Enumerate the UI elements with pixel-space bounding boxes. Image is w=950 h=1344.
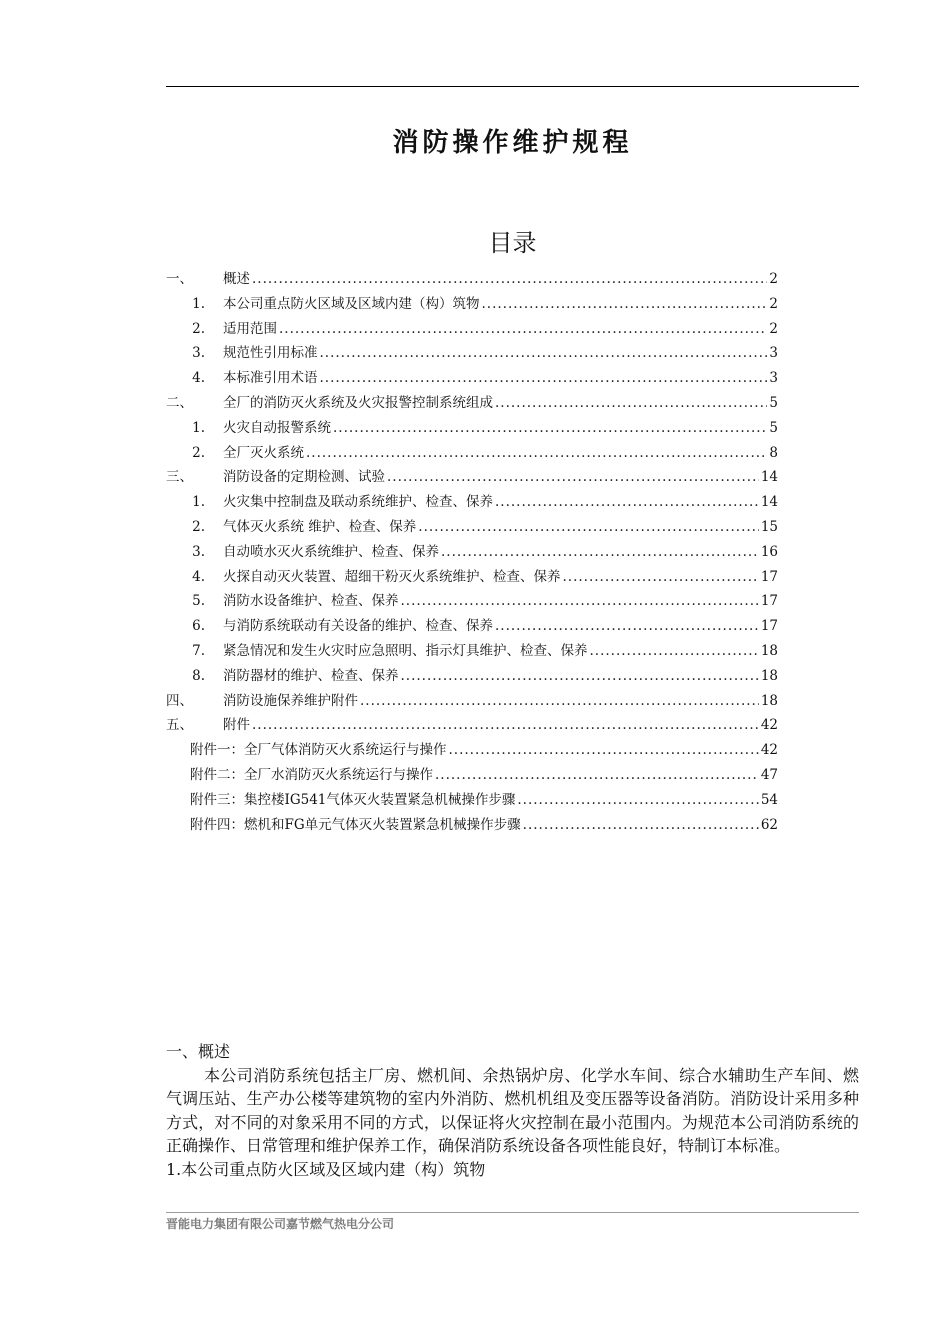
header-rule bbox=[166, 86, 859, 87]
toc-entry[interactable] bbox=[166, 540, 778, 565]
toc-entry[interactable] bbox=[166, 317, 778, 342]
body-section bbox=[166, 1040, 859, 1181]
toc-dot-leader bbox=[521, 813, 759, 838]
toc-dot-leader bbox=[561, 565, 759, 590]
toc-entry-page: 2 bbox=[769, 271, 778, 287]
overview-paragraph: 本公司消防系统包括主厂房、燃机间、余热锅炉房、化学水车间、综合水辅助生产车间、燃气调压站、生产办公楼等建筑物的室内外消防、燃机机组及变压器等设备消防。消防设计采用多种方式，对不同的对象采用不同的方式，以保证将火灾控制在最小范围内。为规范本公司消防系统的正确操作、日常管理和维护保养工作，确保消防系统设备各项性能良好，特制订本标准。 bbox=[166, 1065, 859, 1155]
toc-dot-leader bbox=[277, 317, 767, 342]
toc-entry-page: 14 bbox=[760, 494, 778, 511]
toc-entry-line bbox=[223, 589, 778, 614]
toc-entry-line bbox=[223, 565, 778, 590]
toc-entry[interactable] bbox=[166, 614, 778, 639]
toc-entry-line bbox=[190, 763, 778, 788]
toc-entry-page: 62 bbox=[760, 816, 778, 833]
toc-dot-leader bbox=[493, 391, 767, 416]
toc-entry[interactable] bbox=[166, 689, 778, 714]
toc-entry-number: 2. bbox=[192, 444, 205, 461]
toc-entry-page: 18 bbox=[760, 692, 778, 709]
toc-entry-title: 附件二：全厂水消防灭火系统运行与操作 bbox=[190, 766, 433, 783]
toc-entry-page: 2 bbox=[769, 295, 778, 312]
toc-entry-page: 3 bbox=[769, 345, 778, 362]
toc-entry[interactable] bbox=[166, 565, 778, 590]
toc-entry-number: 6. bbox=[192, 618, 205, 635]
toc-dot-leader bbox=[439, 540, 759, 565]
toc-entry-page: 15 bbox=[760, 518, 778, 535]
toc-dot-leader bbox=[399, 589, 759, 614]
toc-entry-line bbox=[223, 465, 778, 490]
toc-dot-leader bbox=[416, 515, 759, 540]
toc-dot-leader bbox=[358, 689, 759, 714]
toc-entry-number: 四、 bbox=[166, 692, 193, 709]
toc-entry-line bbox=[190, 813, 778, 838]
toc-dot-leader bbox=[318, 366, 768, 391]
toc-entry-title: 本公司重点防火区域及区域内建（构）筑物 bbox=[223, 295, 480, 312]
toc-entry-title: 消防设施保养维护附件 bbox=[223, 692, 358, 709]
subsection-heading: 1.本公司重点防火区域及区域内建（构）筑物 bbox=[166, 1159, 486, 1179]
toc-entry-line bbox=[190, 788, 778, 813]
toc-entry[interactable] bbox=[166, 267, 778, 292]
toc-entry-number: 一、 bbox=[166, 271, 193, 287]
document-title: 消防操作维护规程 bbox=[392, 128, 633, 158]
toc-dot-leader bbox=[480, 292, 768, 317]
toc-entry-page: 54 bbox=[760, 791, 778, 808]
toc-entry-number: 2. bbox=[192, 518, 205, 535]
toc-entry-page: 5 bbox=[769, 419, 778, 436]
toc-dot-leader bbox=[515, 788, 758, 813]
toc-entry-number: 1. bbox=[192, 494, 205, 511]
toc-dot-leader bbox=[399, 664, 759, 689]
toc-entry-line bbox=[223, 441, 778, 466]
toc-dot-leader bbox=[447, 738, 759, 763]
toc-entry-title: 附件 bbox=[223, 717, 250, 734]
toc-entry-number: 8. bbox=[192, 667, 205, 684]
toc-entry[interactable] bbox=[166, 639, 778, 664]
toc-dot-leader bbox=[250, 267, 767, 292]
toc-entry[interactable] bbox=[166, 366, 778, 391]
toc-entry-title: 本标准引用术语 bbox=[223, 370, 318, 387]
toc-dot-leader bbox=[433, 763, 759, 788]
toc-entry-page: 14 bbox=[760, 469, 778, 486]
toc-entry-title: 规范性引用标准 bbox=[223, 345, 318, 362]
section-heading: 一、概述 bbox=[166, 1042, 231, 1061]
footer-rule bbox=[166, 1212, 859, 1213]
toc-entry[interactable] bbox=[166, 738, 778, 763]
toc-entry-number: 1. bbox=[192, 419, 205, 436]
toc-entry-line bbox=[223, 292, 778, 317]
toc-entry-line bbox=[190, 738, 778, 763]
toc-entry[interactable] bbox=[166, 763, 778, 788]
toc-entry-title: 概述 bbox=[223, 271, 250, 287]
toc-entry-title: 附件三：集控楼IG541气体灭火装置紧急机械操作步骤 bbox=[190, 791, 516, 808]
toc-entry-line bbox=[223, 267, 778, 292]
table-of-contents bbox=[166, 267, 778, 837]
toc-entry-title: 全厂的消防灭火系统及火灾报警控制系统组成 bbox=[223, 394, 493, 411]
toc-entry-title: 紧急情况和发生火灾时应急照明、指示灯具维护、检查、保养 bbox=[223, 642, 588, 659]
toc-entry-line bbox=[223, 664, 778, 689]
toc-entry-page: 2 bbox=[769, 320, 778, 337]
toc-entry-line bbox=[223, 639, 778, 664]
toc-entry-title: 附件一：全厂气体消防灭火系统运行与操作 bbox=[190, 742, 447, 759]
toc-entry-page: 17 bbox=[760, 618, 778, 635]
toc-entry-title: 火探自动灭火装置、超细干粉灭火系统维护、检查、保养 bbox=[223, 568, 561, 585]
toc-entry-title: 适用范围 bbox=[223, 320, 277, 337]
toc-dot-leader bbox=[588, 639, 759, 664]
toc-entry-page: 18 bbox=[760, 642, 778, 659]
toc-entry-number: 3. bbox=[192, 543, 205, 560]
toc-entry-line bbox=[223, 689, 778, 714]
toc-entry-page: 8 bbox=[769, 444, 778, 461]
toc-entry-line bbox=[223, 341, 778, 366]
toc-entry-title: 火灾自动报警系统 bbox=[223, 419, 331, 436]
toc-entry-line bbox=[223, 614, 778, 639]
toc-entry[interactable] bbox=[166, 341, 778, 366]
toc-entry-page: 17 bbox=[760, 568, 778, 585]
toc-entry-number: 4. bbox=[192, 568, 205, 585]
toc-entry[interactable] bbox=[166, 465, 778, 490]
toc-entry-line bbox=[223, 416, 778, 441]
toc-dot-leader bbox=[304, 441, 767, 466]
toc-dot-leader bbox=[493, 614, 759, 639]
toc-entry-title: 气体灭火系统 维护、检查、保养 bbox=[223, 518, 417, 535]
toc-entry[interactable] bbox=[166, 813, 778, 838]
toc-entry-title: 消防水设备维护、检查、保养 bbox=[223, 593, 399, 610]
toc-entry-page: 5 bbox=[769, 394, 778, 411]
toc-entry-number: 3. bbox=[192, 345, 205, 362]
toc-dot-leader bbox=[331, 416, 767, 441]
toc-entry[interactable] bbox=[166, 589, 778, 614]
toc-entry-number: 4. bbox=[192, 370, 205, 387]
toc-dot-leader bbox=[318, 341, 768, 366]
toc-dot-leader bbox=[385, 465, 759, 490]
toc-entry-page: 47 bbox=[760, 766, 778, 783]
toc-entry-line bbox=[223, 317, 778, 342]
toc-entry-number: 二、 bbox=[166, 394, 193, 411]
toc-entry[interactable] bbox=[166, 664, 778, 689]
toc-entry-number: 2. bbox=[192, 320, 205, 337]
toc-entry[interactable] bbox=[166, 490, 778, 515]
toc-entry-title: 消防设备的定期检测、试验 bbox=[223, 469, 385, 486]
toc-entry-line bbox=[223, 540, 778, 565]
toc-entry-title: 自动喷水灭火系统维护、检查、保养 bbox=[223, 543, 439, 560]
toc-entry-page: 3 bbox=[769, 370, 778, 387]
toc-entry-title: 附件四：燃机和FG单元气体灭火装置紧急机械操作步骤 bbox=[190, 816, 521, 833]
toc-entry-page: 17 bbox=[760, 593, 778, 610]
toc-entry-number: 三、 bbox=[166, 469, 193, 486]
toc-entry[interactable] bbox=[166, 391, 778, 416]
toc-entry-line bbox=[223, 391, 778, 416]
toc-entry-number: 五、 bbox=[166, 717, 193, 734]
toc-entry-title: 火灾集中控制盘及联动系统维护、检查、保养 bbox=[223, 494, 493, 511]
toc-entry-number: 1. bbox=[192, 295, 205, 312]
toc-entry-title: 与消防系统联动有关设备的维护、检查、保养 bbox=[223, 618, 493, 635]
footer-company: 晋能电力集团有限公司嘉节燃气热电分公司 bbox=[166, 1217, 395, 1231]
toc-entry-number: 5. bbox=[192, 593, 205, 610]
toc-entry-line bbox=[223, 515, 778, 540]
toc-entry-number: 7. bbox=[192, 642, 205, 659]
toc-entry-page: 42 bbox=[760, 742, 778, 759]
toc-entry-page: 42 bbox=[760, 717, 778, 734]
toc-entry-line bbox=[223, 713, 778, 738]
toc-entry-page: 18 bbox=[760, 667, 778, 684]
toc-entry-line bbox=[223, 490, 778, 515]
toc-entry[interactable] bbox=[166, 713, 778, 738]
toc-entry[interactable] bbox=[166, 788, 778, 813]
toc-dot-leader bbox=[493, 490, 759, 515]
toc-heading: 目录 bbox=[488, 229, 537, 257]
toc-entry[interactable] bbox=[166, 292, 778, 317]
toc-dot-leader bbox=[250, 713, 759, 738]
toc-entry[interactable] bbox=[166, 441, 778, 466]
toc-entry-line bbox=[223, 366, 778, 391]
toc-entry[interactable] bbox=[166, 515, 778, 540]
toc-entry-page: 16 bbox=[760, 543, 778, 560]
toc-entry[interactable] bbox=[166, 416, 778, 441]
toc-entry-title: 消防器材的维护、检查、保养 bbox=[223, 667, 399, 684]
toc-entry-title: 全厂灭火系统 bbox=[223, 444, 304, 461]
